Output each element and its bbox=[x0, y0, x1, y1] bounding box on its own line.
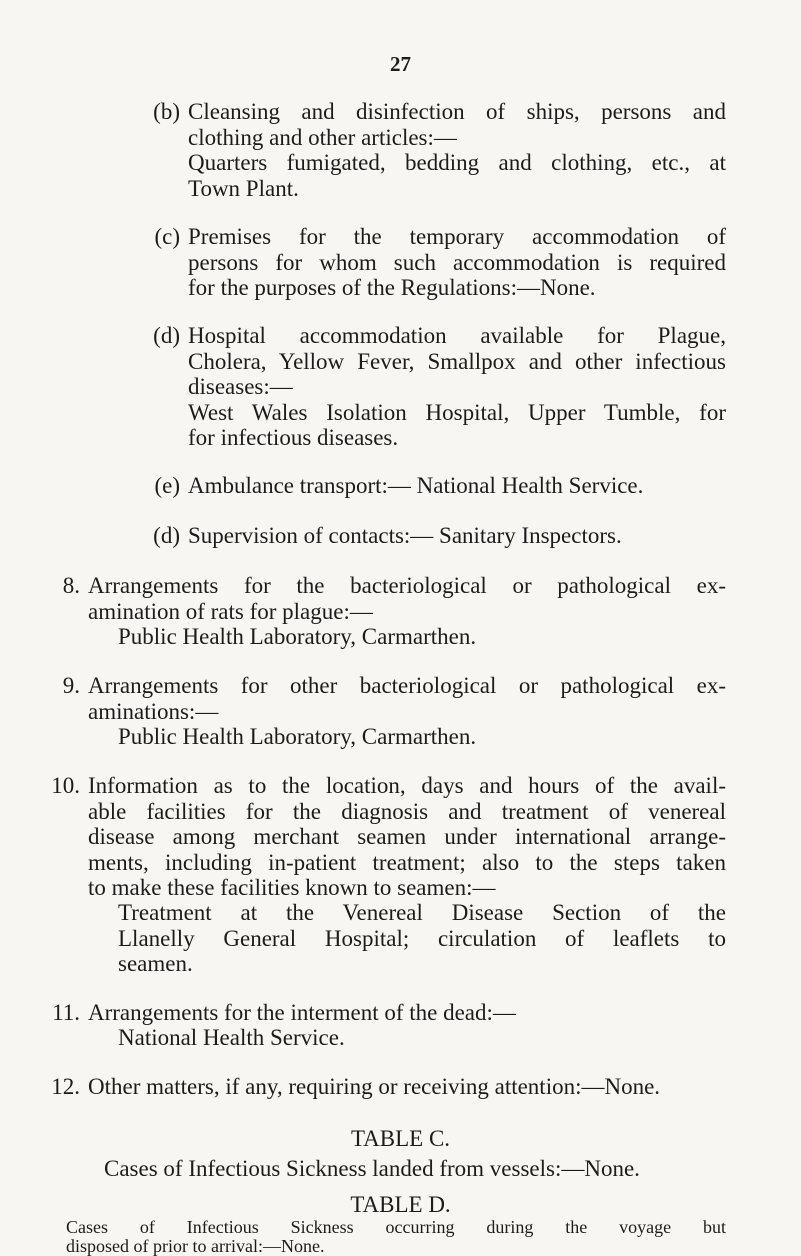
text-line: Cholera, Yellow Fever, Smallpox and other infectious bbox=[188, 348, 726, 374]
text-line: Ambulance transport:— National Health Service. bbox=[188, 473, 644, 498]
answer-line: Treatment at the Venereal Disease Section of the bbox=[118, 900, 726, 925]
text-line: Arrangements for other bacteriological or pathological ex- bbox=[88, 673, 726, 698]
text-line: Town Plant. bbox=[188, 175, 299, 201]
text-line: to make these facilities known to seamen:— bbox=[88, 875, 496, 900]
answer-line: seamen. bbox=[118, 951, 193, 976]
sub-item-label: (e) bbox=[154, 473, 180, 498]
text-line: West Wales Isolation Hospital, Upper Tumble, for bbox=[188, 399, 726, 425]
page-number: 27 bbox=[390, 52, 411, 76]
table-d-line: disposed of prior to arrival:—None. bbox=[66, 1236, 325, 1256]
text-line: aminations:— bbox=[88, 698, 219, 724]
text-line: Cleansing and disinfection of ships, persons and bbox=[188, 99, 726, 124]
item-number: 10. bbox=[51, 773, 80, 798]
text-line: clothing and other articles:— bbox=[188, 124, 457, 150]
text-line: persons for whom such accommodation is required bbox=[188, 249, 726, 275]
table-c-text: Cases of Infectious Sickness landed from vessels:—None. bbox=[104, 1156, 640, 1181]
text-line: Quarters fumigated, bedding and clothing, etc., at bbox=[188, 150, 726, 175]
text-line: Other matters, if any, requiring or receiving attention:—None. bbox=[88, 1074, 661, 1099]
item-number: 8. bbox=[62, 573, 80, 598]
answer-line: Llanelly General Hospital; circulation of leaflets to bbox=[118, 925, 726, 951]
answer-line: National Health Service. bbox=[118, 1025, 345, 1050]
item-number: 12. bbox=[51, 1074, 80, 1099]
table-d-line: Cases of Infectious Sickness occurring during the voyage but bbox=[66, 1217, 726, 1237]
text-line: disease among merchant seamen under international arrange- bbox=[88, 824, 726, 849]
answer-line: Public Health Laboratory, Carmarthen. bbox=[118, 724, 477, 749]
table-c-title: TABLE C. bbox=[350, 1126, 451, 1151]
text-line: for the purposes of the Regulations:—None. bbox=[188, 275, 596, 300]
sub-item-label: (c) bbox=[154, 224, 180, 249]
text-line: Supervision of contacts:— Sanitary Inspectors. bbox=[188, 523, 622, 548]
sub-item-label: (d) bbox=[153, 523, 180, 548]
table-d-title: TABLE D. bbox=[350, 1192, 451, 1217]
item-number: 11. bbox=[52, 1000, 80, 1025]
text-line: for infectious diseases. bbox=[188, 425, 399, 450]
text-line: ments, including in-patient treatment; also to the steps taken bbox=[88, 849, 726, 875]
text-line: Arrangements for the bacteriological or pathological ex- bbox=[88, 573, 726, 598]
text-line: amination of rats for plague:— bbox=[88, 598, 373, 624]
item-number: 9. bbox=[62, 673, 80, 698]
answer-line: Public Health Laboratory, Carmarthen. bbox=[118, 624, 477, 649]
text-line: Premises for the temporary accommodation of bbox=[188, 224, 726, 249]
text-line: diseases:— bbox=[188, 374, 293, 399]
text-line: Arrangements for the interment of the dead:— bbox=[88, 1000, 516, 1025]
text-line: Hospital accommodation available for Plague, bbox=[188, 323, 726, 348]
sub-item-label: (d) bbox=[153, 323, 180, 348]
text-line: able facilities for the diagnosis and treatment of venereal bbox=[88, 798, 726, 824]
sub-item-label: (b) bbox=[153, 99, 180, 124]
text-line: Information as to the location, days and hours of the avail- bbox=[88, 773, 726, 798]
